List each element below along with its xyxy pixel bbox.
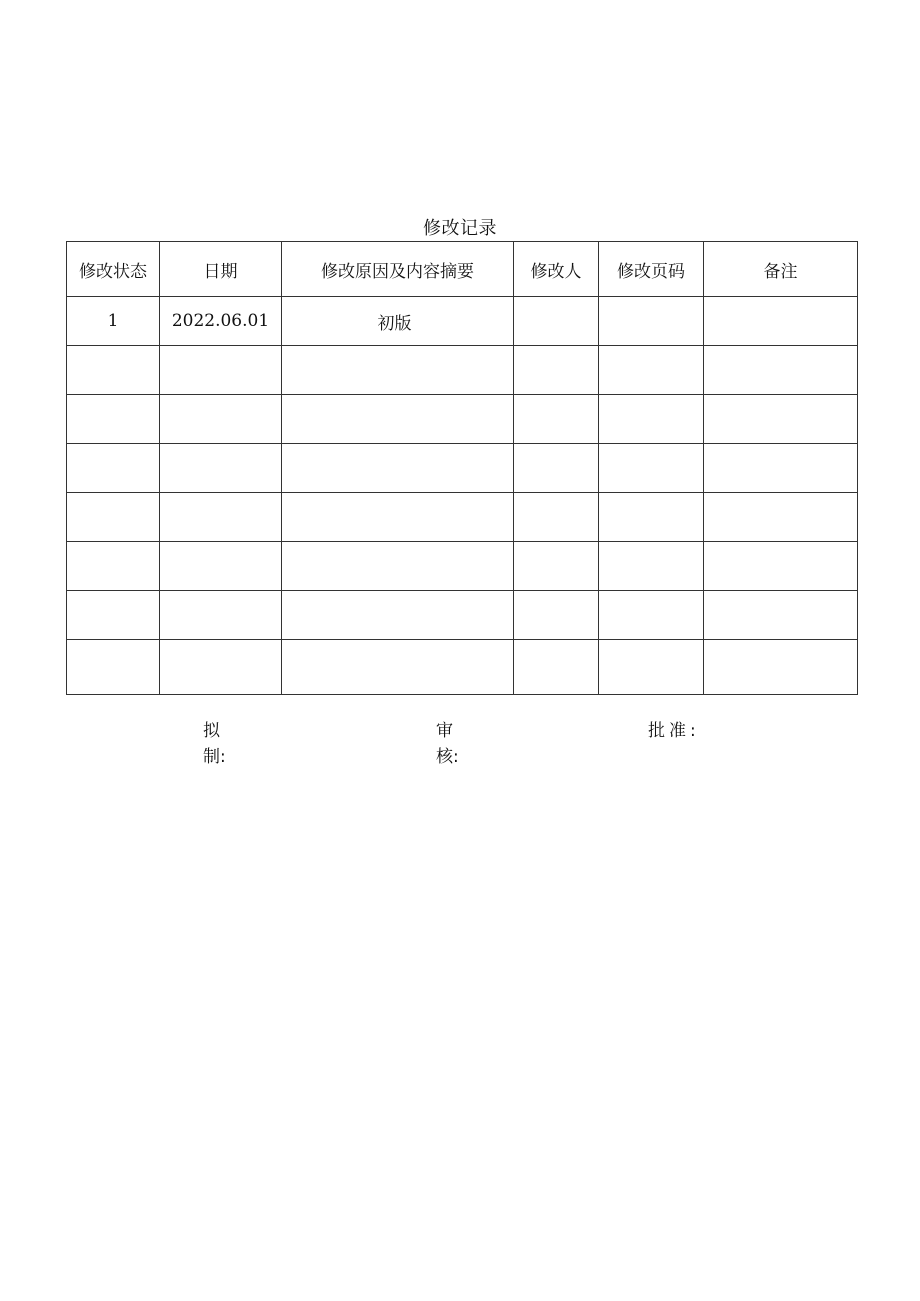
- cell-reason-summary: [282, 444, 514, 493]
- header-page-number: 修改页码: [599, 242, 704, 297]
- header-revision-status: 修改状态: [67, 242, 160, 297]
- cell-remarks: [704, 640, 858, 695]
- cell-modifier: [514, 297, 599, 346]
- reviewed-by-label-line1: 审: [436, 721, 453, 741]
- cell-revision-status: [67, 591, 160, 640]
- revision-record-table: [66, 241, 858, 695]
- cell-revision-status: 1: [67, 297, 160, 346]
- prepared-by-label-line1: 拟: [203, 721, 220, 741]
- cell-page-number: [599, 297, 704, 346]
- cell-revision-status: [67, 542, 160, 591]
- table-row: [67, 395, 858, 444]
- cell-date: [160, 591, 282, 640]
- table-row: [67, 297, 858, 346]
- prepared-by-label-line2: 制:: [203, 747, 226, 767]
- cell-reason-summary: [282, 395, 514, 444]
- cell-modifier: [514, 640, 599, 695]
- cell-page-number: [599, 346, 704, 395]
- cell-page-number: [599, 640, 704, 695]
- cell-modifier: [514, 493, 599, 542]
- cell-remarks: [704, 444, 858, 493]
- cell-remarks: [704, 346, 858, 395]
- header-reason-summary: 修改原因及内容摘要: [282, 242, 514, 297]
- approved-by-label: [648, 718, 700, 744]
- cell-page-number: [599, 493, 704, 542]
- table-header-row: [67, 242, 858, 297]
- cell-revision-status: [67, 640, 160, 695]
- table-row: [67, 346, 858, 395]
- cell-date: [160, 444, 282, 493]
- cell-remarks: [704, 542, 858, 591]
- table-row: [67, 493, 858, 542]
- cell-reason-summary: [282, 493, 514, 542]
- cell-modifier: [514, 395, 599, 444]
- cell-remarks: [704, 493, 858, 542]
- cell-reason-summary: [282, 346, 514, 395]
- table-row: [67, 640, 858, 695]
- header-date: 日期: [160, 242, 282, 297]
- cell-reason-summary: [282, 542, 514, 591]
- cell-date: [160, 542, 282, 591]
- cell-revision-status: [67, 444, 160, 493]
- table-row: [67, 542, 858, 591]
- cell-date: [160, 493, 282, 542]
- table-row: [67, 591, 858, 640]
- cell-reason-summary: [282, 640, 514, 695]
- table-row: [67, 444, 858, 493]
- prepared-by-label: [203, 718, 226, 770]
- page-title: 修改记录: [423, 218, 497, 239]
- cell-remarks: [704, 591, 858, 640]
- cell-modifier: [514, 542, 599, 591]
- cell-modifier: [514, 444, 599, 493]
- approved-by-label-text: 批准:: [648, 721, 700, 741]
- cell-page-number: [599, 444, 704, 493]
- cell-remarks: [704, 297, 858, 346]
- cell-date: [160, 395, 282, 444]
- cell-revision-status: [67, 395, 160, 444]
- cell-revision-status: [67, 493, 160, 542]
- cell-remarks: [704, 395, 858, 444]
- header-modifier: 修改人: [514, 242, 599, 297]
- cell-date: 2022.06.01: [160, 297, 282, 346]
- reviewed-by-label: [436, 718, 459, 770]
- cell-date: [160, 346, 282, 395]
- cell-page-number: [599, 542, 704, 591]
- cell-modifier: [514, 591, 599, 640]
- reviewed-by-label-line2: 核:: [436, 747, 459, 767]
- cell-modifier: [514, 346, 599, 395]
- cell-page-number: [599, 395, 704, 444]
- cell-revision-status: [67, 346, 160, 395]
- cell-reason-summary: [282, 297, 514, 346]
- header-remarks: 备注: [704, 242, 858, 297]
- cell-date: [160, 640, 282, 695]
- cell-reason-summary-text: 初版: [377, 313, 412, 334]
- cell-page-number: [599, 591, 704, 640]
- cell-reason-summary: [282, 591, 514, 640]
